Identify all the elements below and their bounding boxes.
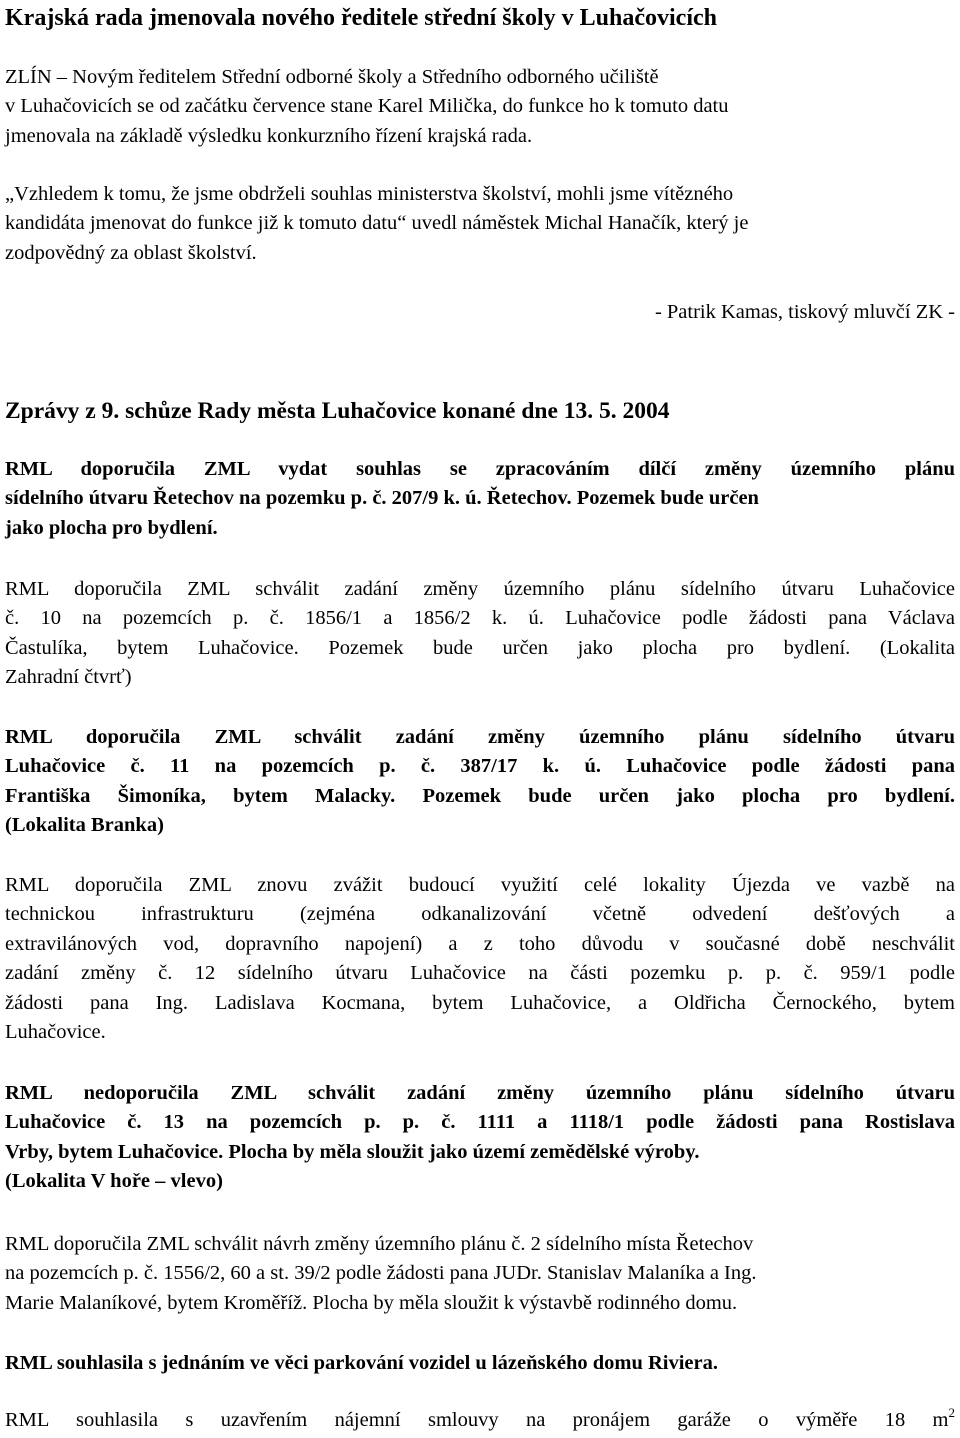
paragraph-line: RML doporučila ZML schválit zadání změny územního plánu sídelního útvaru Luhačovice (5, 578, 955, 600)
paragraph-line: zadání změny č. 12 sídelního útvaru Luhačovice na části pozemku p. p. č. 959/1 podle (5, 962, 955, 985)
paragraph-line: technickou infrastrukturu (zejména odkanalizování včetně odvedení dešťových a (5, 903, 955, 926)
paragraph-line: Luhačovice č. 11 na pozemcích p. č. 387/17 k. ú. Luhačovice podle žádosti pana (5, 755, 955, 778)
paragraph-line: RML doporučila ZML schválit návrh změny územního plánu č. 2 sídelního místa Řetechov (5, 1233, 754, 1255)
paragraph-line: jako plocha pro bydlení. (5, 516, 218, 539)
paragraph-line: Luhačovice č. 13 na pozemcích p. p. č. 1111 a 1118/1 podle žádosti pana Rostislava (5, 1111, 955, 1134)
paragraph-line: RML doporučila ZML znovu zvážit budoucí využití celé lokality Újezda ve vazbě na (5, 874, 955, 896)
paragraph-line: RML souhlasila s jednáním ve věci parkování vozidel u lázeňského domu Riviera. (5, 1352, 718, 1374)
paragraph-line: RML nedoporučila ZML schválit zadání změny územního plánu sídelního útvaru (5, 1082, 955, 1104)
paragraph-line: Vrby, bytem Luhačovice. Plocha by měla sloužit jako území zemědělské výroby. (5, 1140, 700, 1163)
paragraph-line (5, 1406, 955, 1435)
paragraph-line: RML doporučila ZML vydat souhlas se zpracováním dílčí změny územního plánu (5, 458, 955, 480)
intro-line: jmenovala na základě výsledku konkurzního řízení krajská rada. (5, 124, 533, 147)
paragraph-line: (Lokalita Branka) (5, 814, 164, 837)
quote-line: kandidáta jmenovat do funkce již k tomuto datu“ uvedl náměstek Michal Hanačík, který je (5, 212, 749, 235)
resolution-paragraph (5, 1230, 955, 1318)
paragraph-line: na pozemcích p. č. 1556/2, 60 a st. 39/2 podle žádosti pana JUDr. Stanislav Malaníka a Ing. (5, 1262, 757, 1285)
article-1-quote (5, 180, 955, 268)
article-2-title: Zprávy z 9. schůze Rady města Luhačovice konané dne 13. 5. 2004 (5, 398, 670, 424)
paragraph-line: žádosti pana Ing. Ladislava Kocmana, bytem Luhačovice, a Oldřicha Černockého, bytem (5, 991, 955, 1014)
intro-line: ZLÍN – Novým ředitelem Střední odborné školy a Středního odborného učiliště (5, 66, 659, 88)
resolution-paragraph (5, 575, 955, 693)
intro-line: v Luhačovicích se od začátku července stane Karel Milička, do funkce ho k tomuto datu (5, 95, 729, 118)
paragraph-line: Zahradní čtvrť) (5, 666, 132, 689)
resolution-paragraph (5, 723, 955, 841)
paragraph-line: Marie Malaníkové, bytem Kroměříž. Plocha by měla sloužit k výstavbě rodinného domu. (5, 1291, 738, 1314)
article-1-signature: - Patrik Kamas, tiskový mluvčí ZK - (654, 301, 955, 323)
paragraph-line: RML doporučila ZML schválit zadání změny územního plánu sídelního útvaru (5, 726, 955, 748)
paragraph-line: Luhačovice. (5, 1021, 106, 1044)
paragraph-line: Častulíka, bytem Luhačovice. Pozemek bude určen jako plocha pro bydlení. (Lokalita (5, 636, 955, 659)
resolution-paragraph (5, 1349, 955, 1378)
article-1-title: Krajská rada jmenovala nového ředitele střední školy v Luhačovicích (5, 5, 717, 31)
resolution-paragraph (5, 1079, 955, 1197)
paragraph-line: č. 10 na pozemcích p. č. 1856/1 a 1856/2 k. ú. Luhačovice podle žádosti pana Václava (5, 607, 955, 630)
article-1-intro (5, 63, 955, 151)
quote-line: zodpovědný za oblast školství. (5, 241, 257, 264)
resolution-paragraph-partial (5, 1406, 955, 1435)
paragraph-line: (Lokalita V hoře – vlevo) (5, 1170, 223, 1193)
paragraph-line: sídelního útvaru Řetechov na pozemku p. č. 207/9 k. ú. Řetechov. Pozemek bude určen (5, 487, 759, 510)
superscript: 2 (948, 1405, 955, 1420)
paragraph-line: Františka Šimoníka, bytem Malacky. Pozemek bude určen jako plocha pro bydlení. (5, 784, 955, 807)
last-line-text: RML souhlasila s uzavřením nájemní smlouvy na pronájem garáže o výměře 18 m (5, 1409, 949, 1431)
resolution-paragraph (5, 871, 955, 1047)
resolution-paragraph (5, 455, 955, 543)
quote-line: „Vzhledem k tomu, že jsme obdrželi souhlas ministerstva školství, mohli jsme vítězného (5, 183, 734, 205)
paragraph-line: extravilánových vod, dopravního napojení) a z toho důvodu v současné době neschválit (5, 932, 955, 955)
